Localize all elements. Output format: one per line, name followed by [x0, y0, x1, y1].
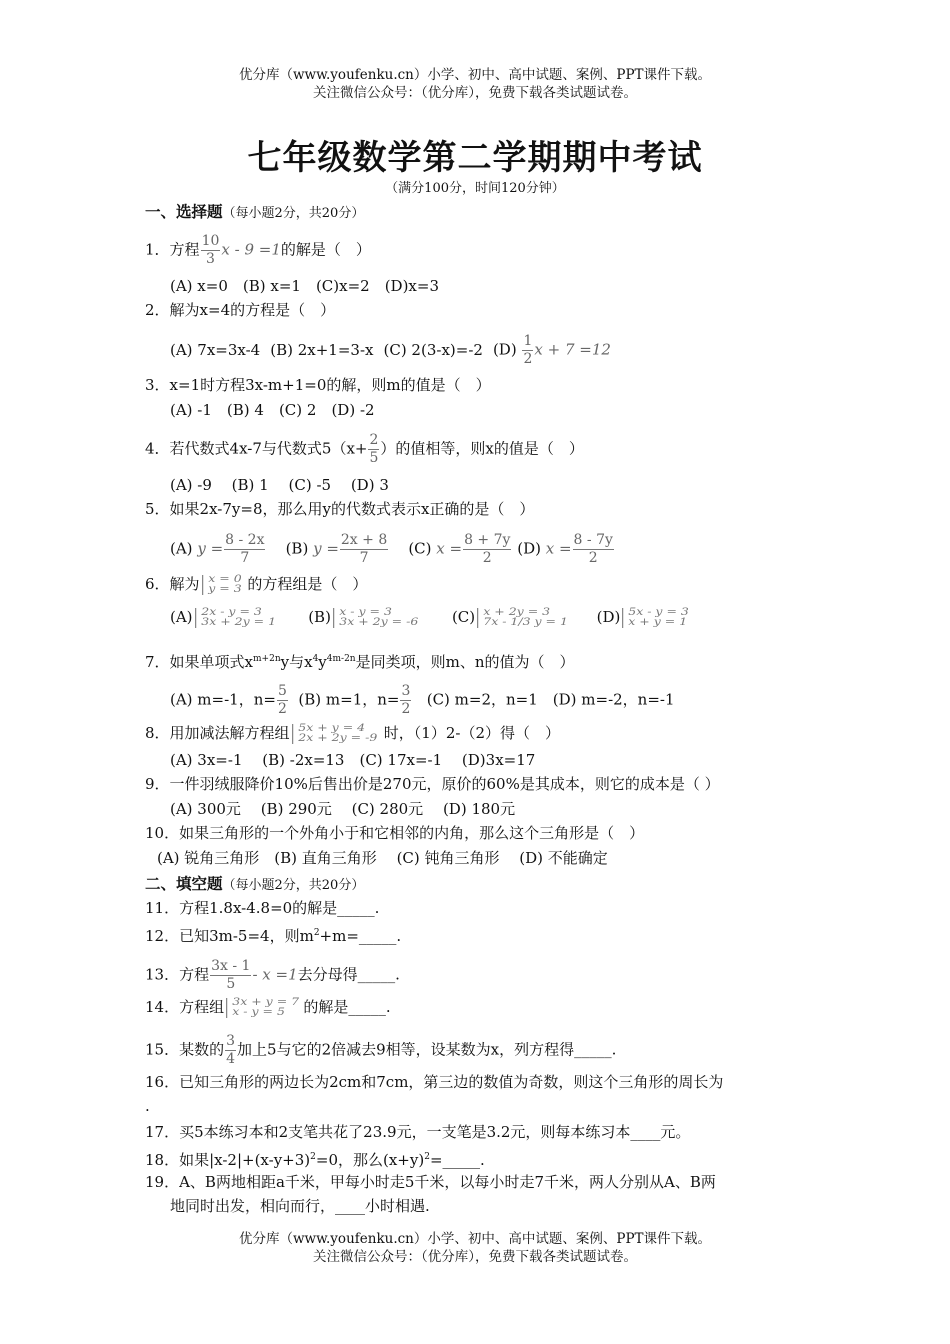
question-text: 的解是_____.: [298, 998, 391, 1016]
question-text: x=1时方程3x-m+1=0的解，则m的值是（ ）: [169, 376, 491, 394]
page-title: 七年级数学第二学期期中考试: [247, 138, 703, 178]
option-c-d: (C) m=2，n=1 (D) m=-2，n=-1: [426, 690, 675, 709]
question-number: 13．: [145, 965, 180, 984]
equation-system: x + 2y = 3 7x - 1/3 y = 1: [477, 608, 568, 628]
question-number: 16．: [145, 1073, 180, 1091]
question-9: [145, 774, 720, 794]
question-7-options: [170, 683, 675, 718]
option-d: (D): [492, 340, 517, 359]
question-5: [145, 499, 534, 519]
math-expression: y =: [197, 539, 224, 558]
question-16-continued: .: [145, 1097, 150, 1115]
question-number: 2．: [145, 301, 170, 319]
section-2-title: 二、填空题: [145, 875, 223, 893]
footer-line-1: 优分库（www.youfenku.cn）小学、初中、高中试题、案例、PPT课件下载。: [238, 1231, 712, 1247]
question-number: 7．: [145, 653, 170, 671]
question-19-continued: 地同时出发，相向而行，____小时相遇.: [170, 1197, 430, 1215]
header-line-2: 关注微信公众号：（优分库），免费下载各类试题试卷。: [313, 85, 637, 101]
question-text: 方程1.8x-4.8=0的解是_____.: [179, 899, 380, 917]
question-number: 10．: [145, 824, 180, 842]
option-c: (C): [408, 539, 432, 558]
page-footer: [0, 1230, 950, 1266]
question-7: [145, 649, 575, 672]
question-9-options: (A) 300元 (B) 290元 (C) 280元 (D) 180元: [170, 800, 516, 818]
question-text: 方程组: [179, 998, 225, 1016]
question-1: [145, 233, 371, 268]
question-text: 的方程组是（ ）: [247, 575, 368, 593]
question-8: [145, 723, 560, 744]
option-d: (D): [596, 608, 621, 626]
question-text: 若代数式4x-7与代数式5（x+: [169, 439, 368, 458]
option-c: (C): [451, 608, 476, 626]
question-text: 如果|x-2|+(x-y+3): [179, 1151, 311, 1169]
math-expression: x + 7 =12: [534, 340, 611, 359]
page-subtitle: （满分100分，时间120分钟）: [385, 181, 565, 196]
section-1-title: 一、选择题: [145, 203, 223, 221]
question-text: 已知三角形的两边长为2cm和7cm，第三边的数值为奇数，则这个三角形的周长为: [179, 1073, 724, 1091]
fraction: $\frac{3}{2}$: [401, 683, 411, 717]
question-text: 已知3m-5=4，则m: [179, 927, 314, 945]
question-6: [145, 574, 367, 595]
option-b: (B): [308, 608, 331, 626]
question-text: 去分母得_____.: [297, 965, 400, 984]
question-text: 是同类项，则m、n的值为（ ）: [355, 653, 575, 671]
equation-system: x - y = 3 3x + 2y = -6: [333, 608, 418, 628]
question-10-options: (A) 锐角三角形 (B) 直角三角形 (C) 钝角三角形 (D) 不能确定: [157, 849, 608, 867]
question-text: =_____.: [429, 1151, 485, 1169]
math-expression: - x =1: [252, 965, 298, 984]
option-b: (B): [285, 539, 309, 558]
option-b: (B) m=1，n=: [298, 690, 400, 709]
option-a: (A): [170, 539, 193, 558]
question-4: [145, 432, 584, 467]
exponent: 4m-2n: [326, 654, 356, 664]
question-text: 解为x=4的方程是（ ）: [169, 301, 336, 319]
question-text: A、B两地相距a千米，甲每小时走5千米，以每小时走7千米，两人分别从A、B两: [179, 1173, 716, 1191]
question-number: 5．: [145, 500, 170, 518]
question-text: 买5本练习本和2支笔共花了23.9元，一支笔是3.2元，则每本练习本____元。: [179, 1123, 691, 1141]
question-text: 解为: [169, 575, 200, 593]
question-15: [145, 1033, 616, 1068]
question-text: 用加减法解方程组: [169, 724, 290, 742]
option-a: (A) m=-1，n=: [170, 690, 276, 709]
question-number: 8．: [145, 724, 170, 742]
question-11: [145, 898, 379, 918]
question-text: 的解是（ ）: [280, 240, 371, 259]
section-2-heading: [145, 874, 364, 896]
question-2-options: [170, 333, 611, 368]
question-number: 6．: [145, 575, 170, 593]
question-number: 3．: [145, 376, 170, 394]
question-text: y与x: [280, 653, 313, 671]
exponent: 2: [310, 1152, 316, 1162]
question-17: [145, 1122, 690, 1142]
footer-line-2: 关注微信公众号：（优分库），免费下载各类试题试卷。: [313, 1249, 637, 1265]
page-header: [0, 66, 950, 102]
question-4-options: (A) -9 (B) 1 (C) -5 (D) 3: [170, 476, 389, 494]
section-1-note: （每小题2分，共20分）: [222, 206, 365, 221]
exponent: 4: [312, 654, 319, 664]
question-10: [145, 823, 644, 843]
question-text: +m=_____.: [319, 927, 402, 945]
equation-system: 3x + y = 7 x - y = 5: [226, 998, 299, 1018]
question-text: 如果三角形的一个外角小于和它相邻的内角，那么这个三角形是（ ）: [179, 824, 645, 842]
fraction: $\frac{8 - 2x}{7}$: [225, 532, 265, 566]
fraction: $\frac{3}{4}$: [226, 1033, 236, 1067]
exponent: m+2n: [253, 654, 281, 664]
question-14: [145, 997, 391, 1018]
question-text: y: [318, 653, 327, 671]
fraction: $\frac{3x - 1}{5}$: [211, 958, 251, 992]
option-a: (A) 7x=3x-4: [170, 340, 261, 359]
equation-system: 5x + y = 4 2x + 2y = -9: [292, 724, 377, 744]
fraction: $\frac{1}{2}$: [523, 333, 533, 367]
fraction: $\frac{2x + 8}{7}$: [340, 532, 388, 566]
option-a: (A): [170, 608, 193, 626]
question-number: 15．: [145, 1040, 180, 1059]
question-12: [145, 923, 401, 946]
question-number: 17．: [145, 1123, 180, 1141]
question-number: 19．: [145, 1173, 180, 1191]
section-1-heading: [145, 202, 364, 224]
math-expression: y =: [313, 539, 339, 558]
question-5-options: [170, 532, 615, 567]
question-text: 加上5与它的2倍减去9相等，设某数为x，列方程得_____.: [237, 1040, 617, 1059]
option-c: (C) 2(3-x)=-2: [383, 340, 483, 359]
question-number: 9．: [145, 775, 170, 793]
question-number: 18．: [145, 1151, 180, 1169]
question-number: 11．: [145, 899, 180, 917]
section-2-note: （每小题2分，共20分）: [222, 878, 365, 893]
question-3-options: (A) -1 (B) 4 (C) 2 (D) -2: [170, 401, 375, 419]
question-text: ）的值相等，则x的值是（ ）: [380, 439, 584, 458]
option-d: (D): [517, 539, 541, 558]
question-19: [145, 1172, 716, 1192]
header-line-1: 优分库（www.youfenku.cn）小学、初中、高中试题、案例、PPT课件下载。: [238, 67, 712, 83]
option-b: (B) 2x+1=3-x: [270, 340, 374, 359]
fraction: $\frac{2}{5}$: [369, 432, 379, 466]
equation-system: 5x - y = 3 x + y = 1: [622, 608, 689, 628]
question-text: 某数的: [179, 1040, 225, 1059]
question-18: [145, 1147, 485, 1170]
question-text: 如果单项式x: [169, 653, 254, 671]
question-2: [145, 300, 335, 320]
question-8-options: (A) 3x=-1 (B) -2x=13 (C) 17x=-1 (D)3x=17: [170, 751, 536, 769]
question-text: 方程: [169, 240, 200, 259]
question-number: 1．: [145, 240, 170, 259]
exponent: 2: [424, 1152, 430, 1162]
equation-system: x = 0 y = 3: [202, 575, 242, 595]
question-3: [145, 375, 491, 395]
fraction: $\frac{8 + 7y}{2}$: [464, 532, 511, 566]
question-text: 方程: [179, 965, 210, 984]
question-number: 12．: [145, 927, 180, 945]
question-6-options: [170, 607, 690, 628]
fraction: $\frac{5}{2}$: [277, 683, 287, 717]
math-expression: x =: [545, 539, 572, 558]
question-13: [145, 958, 400, 993]
question-number: 14．: [145, 998, 180, 1016]
question-text: 一件羽绒服降价10%后售出价是270元，原价的60%是其成本，则它的成本是（ ）: [169, 775, 720, 793]
question-text: 时，（1）2-（2）得（ ）: [383, 724, 560, 742]
question-16: [145, 1072, 723, 1092]
exponent: 2: [313, 928, 320, 938]
question-text: 如果2x-7y=8，那么用y的代数式表示x正确的是（ ）: [169, 500, 535, 518]
question-number: 4．: [145, 439, 170, 458]
math-expression: x - 9 =1: [221, 240, 281, 259]
math-expression: x =: [436, 539, 463, 558]
fraction: $\frac{10}{3}$: [201, 233, 220, 267]
equation-system: 2x - y = 3 3x + 2y = 1: [195, 608, 276, 628]
question-text: =0，那么(x+y): [315, 1151, 425, 1169]
question-1-options: (A) x=0 (B) x=1 (C)x=2 (D)x=3: [170, 277, 439, 295]
fraction: $\frac{8 - 7y}{2}$: [573, 532, 613, 566]
